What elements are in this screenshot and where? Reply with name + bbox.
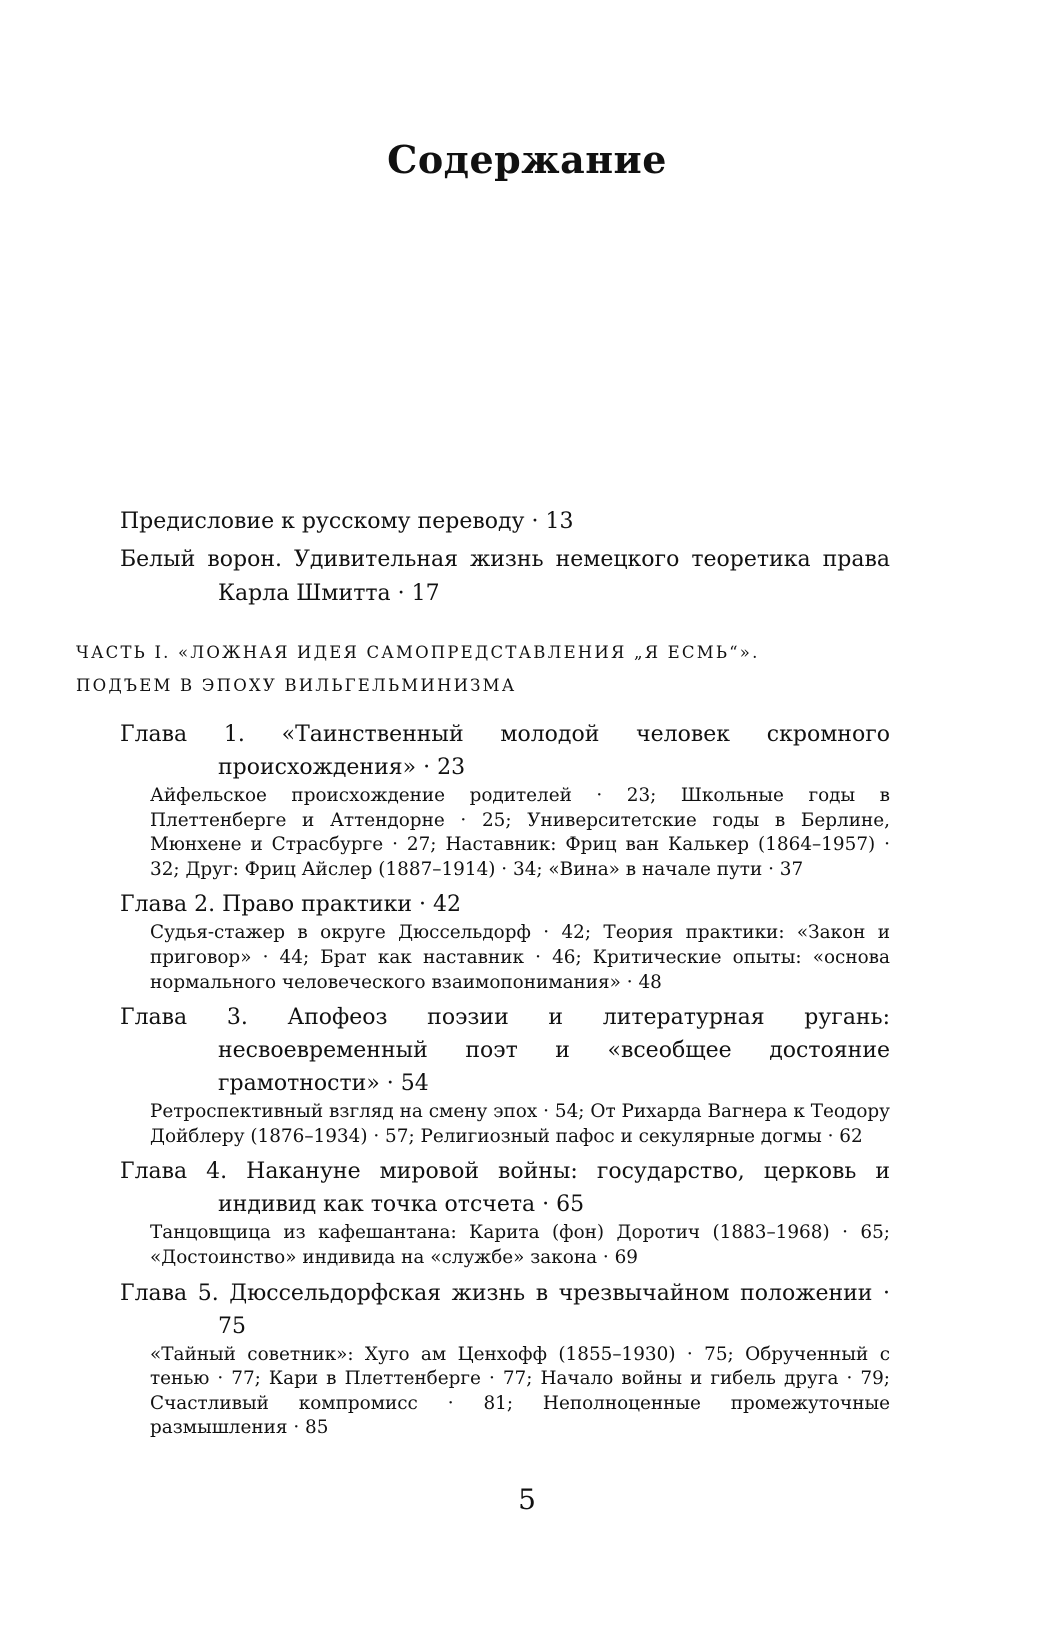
part-heading <box>76 636 906 702</box>
chapter-title: Глава 2. Право практики · 42 <box>120 892 461 918</box>
page-title: Содержание <box>387 137 667 183</box>
chapter-sections: Ретроспективный взгляд на смену эпох · 54; От Рихарда Вагнера к Теодору Дойблеру (1876–1934) · 57; Религиозный пафос и секулярные догмы · 62 <box>150 1101 890 1147</box>
page-number: 5 <box>518 1483 536 1516</box>
chapter-entry <box>120 1277 890 1441</box>
chapter-entry <box>120 888 890 995</box>
chapter-title: Глава 5. Дюссельдорфская жизнь в чрезвычайном положении · 75 <box>120 1280 890 1339</box>
chapter-sections: «Тайный советник»: Хуго ам Ценхофф (1855–1930) · 75; Обрученный с тенью · 77; Кари в Плеттенберге · 77; Начало войны и гибель друга · 79; Счастливый компромисс · 81; Неполноценные промежуточные размышления · 85 <box>150 1343 890 1439</box>
chapter-sections: Танцовщица из кафешантана: Карита (фон) Доротич (1883–1968) · 65; «Достоинство» индивида на «службе» закона · 69 <box>150 1222 890 1268</box>
chapter-entry <box>120 718 890 882</box>
toc-entry-preface: Предисловие к русскому переводу · 13 <box>120 509 574 534</box>
chapter-title: Глава 3. Апофеоз поэзии и литературная ругань: несвоевременный поэт и «всеобщее достояние грамотности» · 54 <box>120 1005 890 1097</box>
front-matter-list <box>120 505 890 611</box>
part-heading-line-1: ЧАСТЬ I. «ЛОЖНАЯ ИДЕЯ САМОПРЕДСТАВЛЕНИЯ „Я ЕСМЬ“». <box>76 643 760 662</box>
chapter-title: Глава 1. «Таинственный молодой человек скромного происхождения» · 23 <box>120 722 890 780</box>
chapter-sections: Айфельское происхождение родителей · 23; Школьные годы в Плеттенберге и Аттендорне · 25; Университетские годы в Берлине, Мюнхене и Страсбурге · 27; Наставник: Фриц ван Калькер (1864–1957) · 32; Друг: Фриц Айслер (1887–1914) · 34; «Вина» в начале пути · 37 <box>150 785 890 880</box>
chapter-list <box>120 718 890 1447</box>
toc-entry-introduction: Белый ворон. Удивительная жизнь немецкого теоретика права Карла Шмитта · 17 <box>120 547 890 606</box>
chapter-sections: Судья-стажер в округе Дюссельдорф · 42; Теория практики: «Закон и приговор» · 44; Брат как наставник · 46; Критические опыты: «основа нормального человеческого взаимопонимания» · 48 <box>150 922 890 993</box>
part-heading-line-2: ПОДЪЕМ В ЭПОХУ ВИЛЬГЕЛЬМИНИЗМА <box>76 676 517 695</box>
chapter-entry <box>120 1155 890 1270</box>
chapter-title: Глава 4. Накануне мировой войны: государство, церковь и индивид как точка отсчета · 65 <box>120 1159 890 1218</box>
chapter-entry <box>120 1001 890 1149</box>
